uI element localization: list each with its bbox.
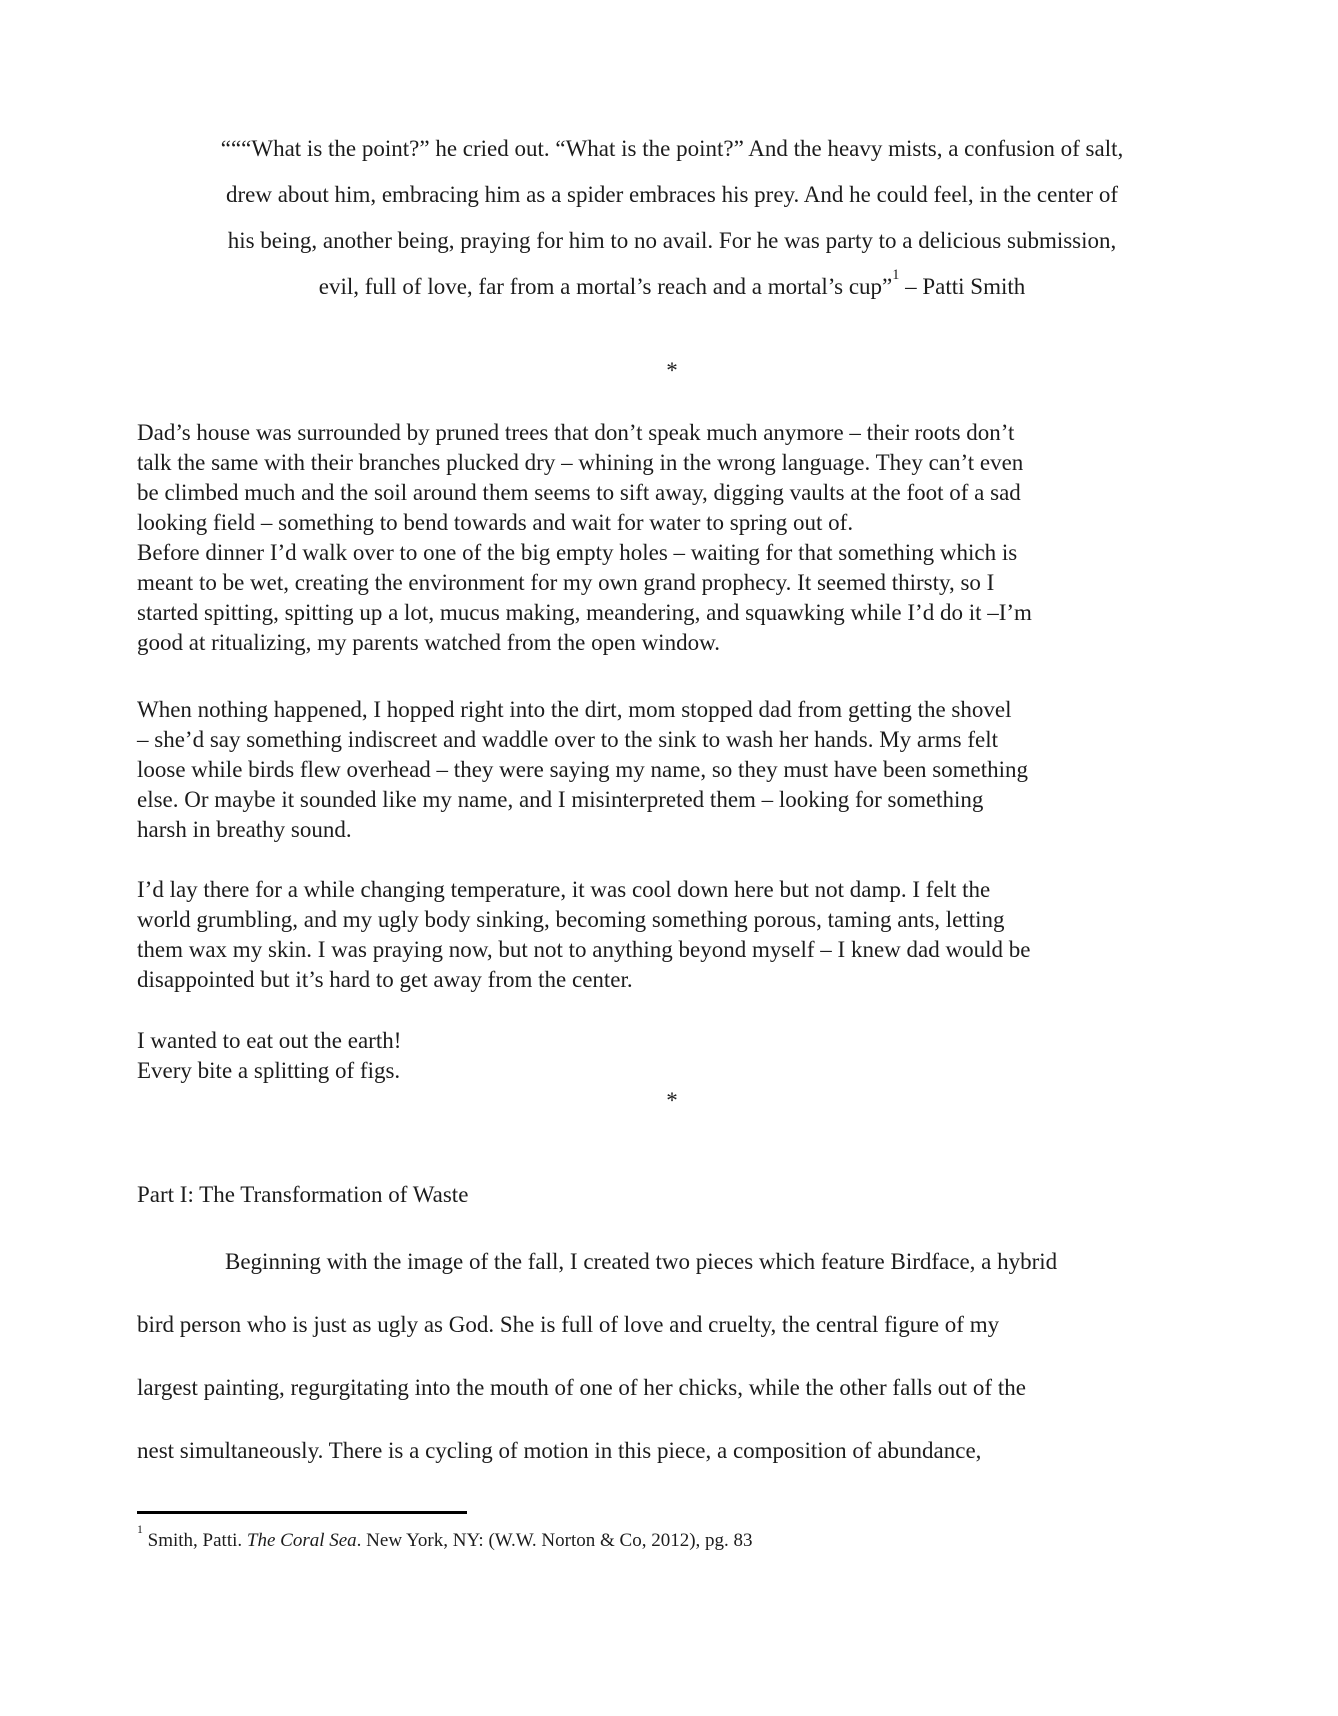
text-line: talk the same with their branches plucked dry – whining in the wrong language. They can’t even bbox=[137, 450, 1024, 475]
text-line: disappointed but it’s hard to get away from the center. bbox=[137, 967, 633, 992]
text-line: Dad’s house was surrounded by pruned trees that don’t speak much anymore – their roots don’t bbox=[137, 420, 1015, 445]
body-paragraph-1 bbox=[137, 418, 1207, 658]
text-line: started spitting, spitting up a lot, mucus making, meandering, and squawking while I’d do it –I’m bbox=[137, 600, 1032, 625]
text-line: Before dinner I’d walk over to one of the big empty holes – waiting for that something which is bbox=[137, 540, 1018, 565]
footnote-reference-marker: 1 bbox=[892, 266, 900, 283]
text-line: – she’d say something indiscreet and waddle over to the sink to wash her hands. My arms felt bbox=[137, 727, 999, 752]
text-line: be climbed much and the soil around them seems to sift away, digging vaults at the foot of a sad bbox=[137, 480, 1021, 505]
epigraph-quote bbox=[137, 126, 1207, 310]
text-line: loose while birds flew overhead – they were saying my name, so they must have been something bbox=[137, 757, 1029, 782]
footnote-number: 1 bbox=[137, 1523, 143, 1537]
text-line: Every bite a splitting of figs. bbox=[137, 1058, 401, 1083]
text-line: When nothing happened, I hopped right into the dirt, mom stopped dad from getting the shovel bbox=[137, 697, 1012, 722]
footnote-separator-rule bbox=[137, 1511, 467, 1514]
epigraph-last-line bbox=[137, 264, 1207, 310]
text-line: largest painting, regurgitating into the mouth of one of her chicks, while the other falls out of the bbox=[137, 1375, 1026, 1400]
part1-paragraph bbox=[137, 1230, 1207, 1482]
text-line: them wax my skin. I was praying now, but not to anything beyond myself – I knew dad would be bbox=[137, 937, 1031, 962]
text-line: bird person who is just as ugly as God. She is full of love and cruelty, the central figure of my bbox=[137, 1312, 1000, 1337]
epigraph-quote-lines bbox=[137, 126, 1207, 264]
body-paragraph-3 bbox=[137, 875, 1207, 995]
text-line: looking field – something to bend towards and wait for water to spring out of. bbox=[137, 510, 854, 535]
text-line: world grumbling, and my ugly body sinking, becoming something porous, taming ants, letting bbox=[137, 907, 1005, 932]
text-line: I wanted to eat out the earth! bbox=[137, 1028, 402, 1053]
text-line: his being, another being, praying for him to no avail. For he was party to a delicious submission, bbox=[227, 228, 1117, 253]
text-line: “““What is the point?” he cried out. “What is the point?” And the heavy mists, a confusion of salt, bbox=[220, 136, 1124, 161]
epigraph-attribution: – Patti Smith bbox=[899, 274, 1026, 299]
footnote-citation bbox=[137, 1523, 1207, 1554]
text-line: harsh in breathy sound. bbox=[137, 817, 352, 842]
closing-couplet bbox=[137, 1026, 1207, 1086]
epigraph-last-line-text: evil, full of love, far from a mortal’s reach and a mortal’s cup” bbox=[318, 274, 893, 299]
body-paragraph-2 bbox=[137, 695, 1207, 845]
footnote-author: Smith, Patti. bbox=[142, 1530, 247, 1551]
footnote-publication-info: . New York, NY: (W.W. Norton & Co, 2012), pg. 83 bbox=[356, 1530, 753, 1551]
text-line: meant to be wet, creating the environment for my own grand prophecy. It seemed thirsty, so I bbox=[137, 570, 995, 595]
text-line: else. Or maybe it sounded like my name, and I misinterpreted them – looking for something bbox=[137, 787, 984, 812]
text-line: Beginning with the image of the fall, I created two pieces which feature Birdface, a hybrid bbox=[225, 1249, 1058, 1274]
section-separator-asterisk-1: * bbox=[666, 358, 678, 383]
text-line: good at ritualizing, my parents watched from the open window. bbox=[137, 630, 720, 655]
footnote-book-title: The Coral Sea bbox=[246, 1530, 357, 1551]
text-line: drew about him, embracing him as a spider embraces his prey. And he could feel, in the center of bbox=[225, 182, 1118, 207]
section-separator-asterisk-2: * bbox=[666, 1088, 678, 1113]
text-line: nest simultaneously. There is a cycling of motion in this piece, a composition of abundance, bbox=[137, 1438, 982, 1463]
text-line: I’d lay there for a while changing temperature, it was cool down here but not damp. I felt the bbox=[137, 877, 991, 902]
part-one-heading: Part I: The Transformation of Waste bbox=[137, 1182, 469, 1207]
